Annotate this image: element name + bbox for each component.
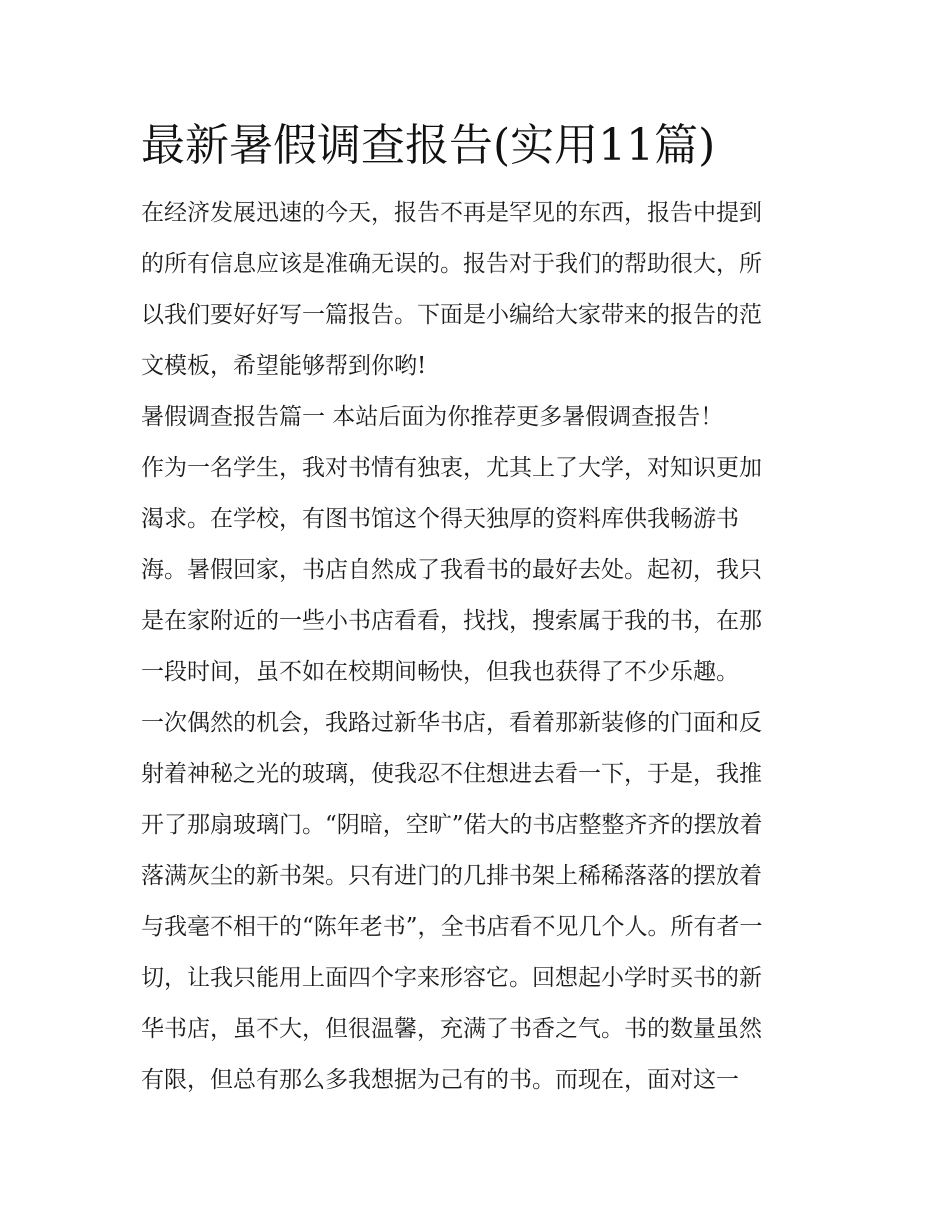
- text-line: 一次偶然的机会，我路过新华书店，看着那新装修的门面和反: [141, 710, 762, 736]
- text-line: 开了那扇玻璃门。“阴暗，空旷”偌大的书店整整齐齐的摆放着: [141, 812, 763, 838]
- text-line: 有限，但总有那么多我想据为己有的书。而现在，面对这一: [141, 1067, 739, 1093]
- document-body: [141, 112, 813, 1106]
- text-line: 华书店，虽不大，但很温馨，充满了书香之气。书的数量虽然: [141, 1016, 762, 1042]
- text-line: 在经济发展迅速的今天，报告不再是罕见的东西，报告中提到: [141, 200, 762, 226]
- text-line: 一段时间，虽不如在校期间畅快，但我也获得了不少乐趣。: [141, 659, 739, 685]
- text-line: 落满灰尘的新书架。只有进门的几排书架上稀稀落落的摆放着: [141, 863, 762, 889]
- text-line: 以我们要好好写一篇报告。下面是小编给大家带来的报告的范: [141, 302, 762, 328]
- text-line: 与我毫不相干的“陈年老书”，全书店看不见几个人。所有者一: [141, 914, 763, 940]
- text-line: 的所有信息应该是准确无误的。报告对于我们的帮助很大，所: [141, 251, 762, 277]
- section-heading: 暑假调查报告篇一 本站后面为你推荐更多暑假调查报告！: [141, 404, 724, 430]
- text-line: 海。暑假回家，书店自然成了我看书的最好去处。起初，我只: [141, 557, 762, 583]
- text-line: 切，让我只能用上面四个字来形容它。回想起小学时买书的新: [141, 965, 762, 991]
- document-title: 最新暑假调查报告(实用11篇): [141, 120, 716, 171]
- text-line: 是在家附近的一些小书店看看，找找，搜索属于我的书，在那: [141, 608, 762, 634]
- text-line: 射着神秘之光的玻璃，使我忍不住想进去看一下，于是，我推: [141, 761, 762, 787]
- text-line: 作为一名学生，我对书情有独衷，尤其上了大学，对知识更加: [141, 455, 762, 481]
- text-line: 文模板，希望能够帮到你哟!: [141, 353, 427, 379]
- text-line: 渴求。在学校，有图书馆这个得天独厚的资料库供我畅游书: [141, 506, 739, 532]
